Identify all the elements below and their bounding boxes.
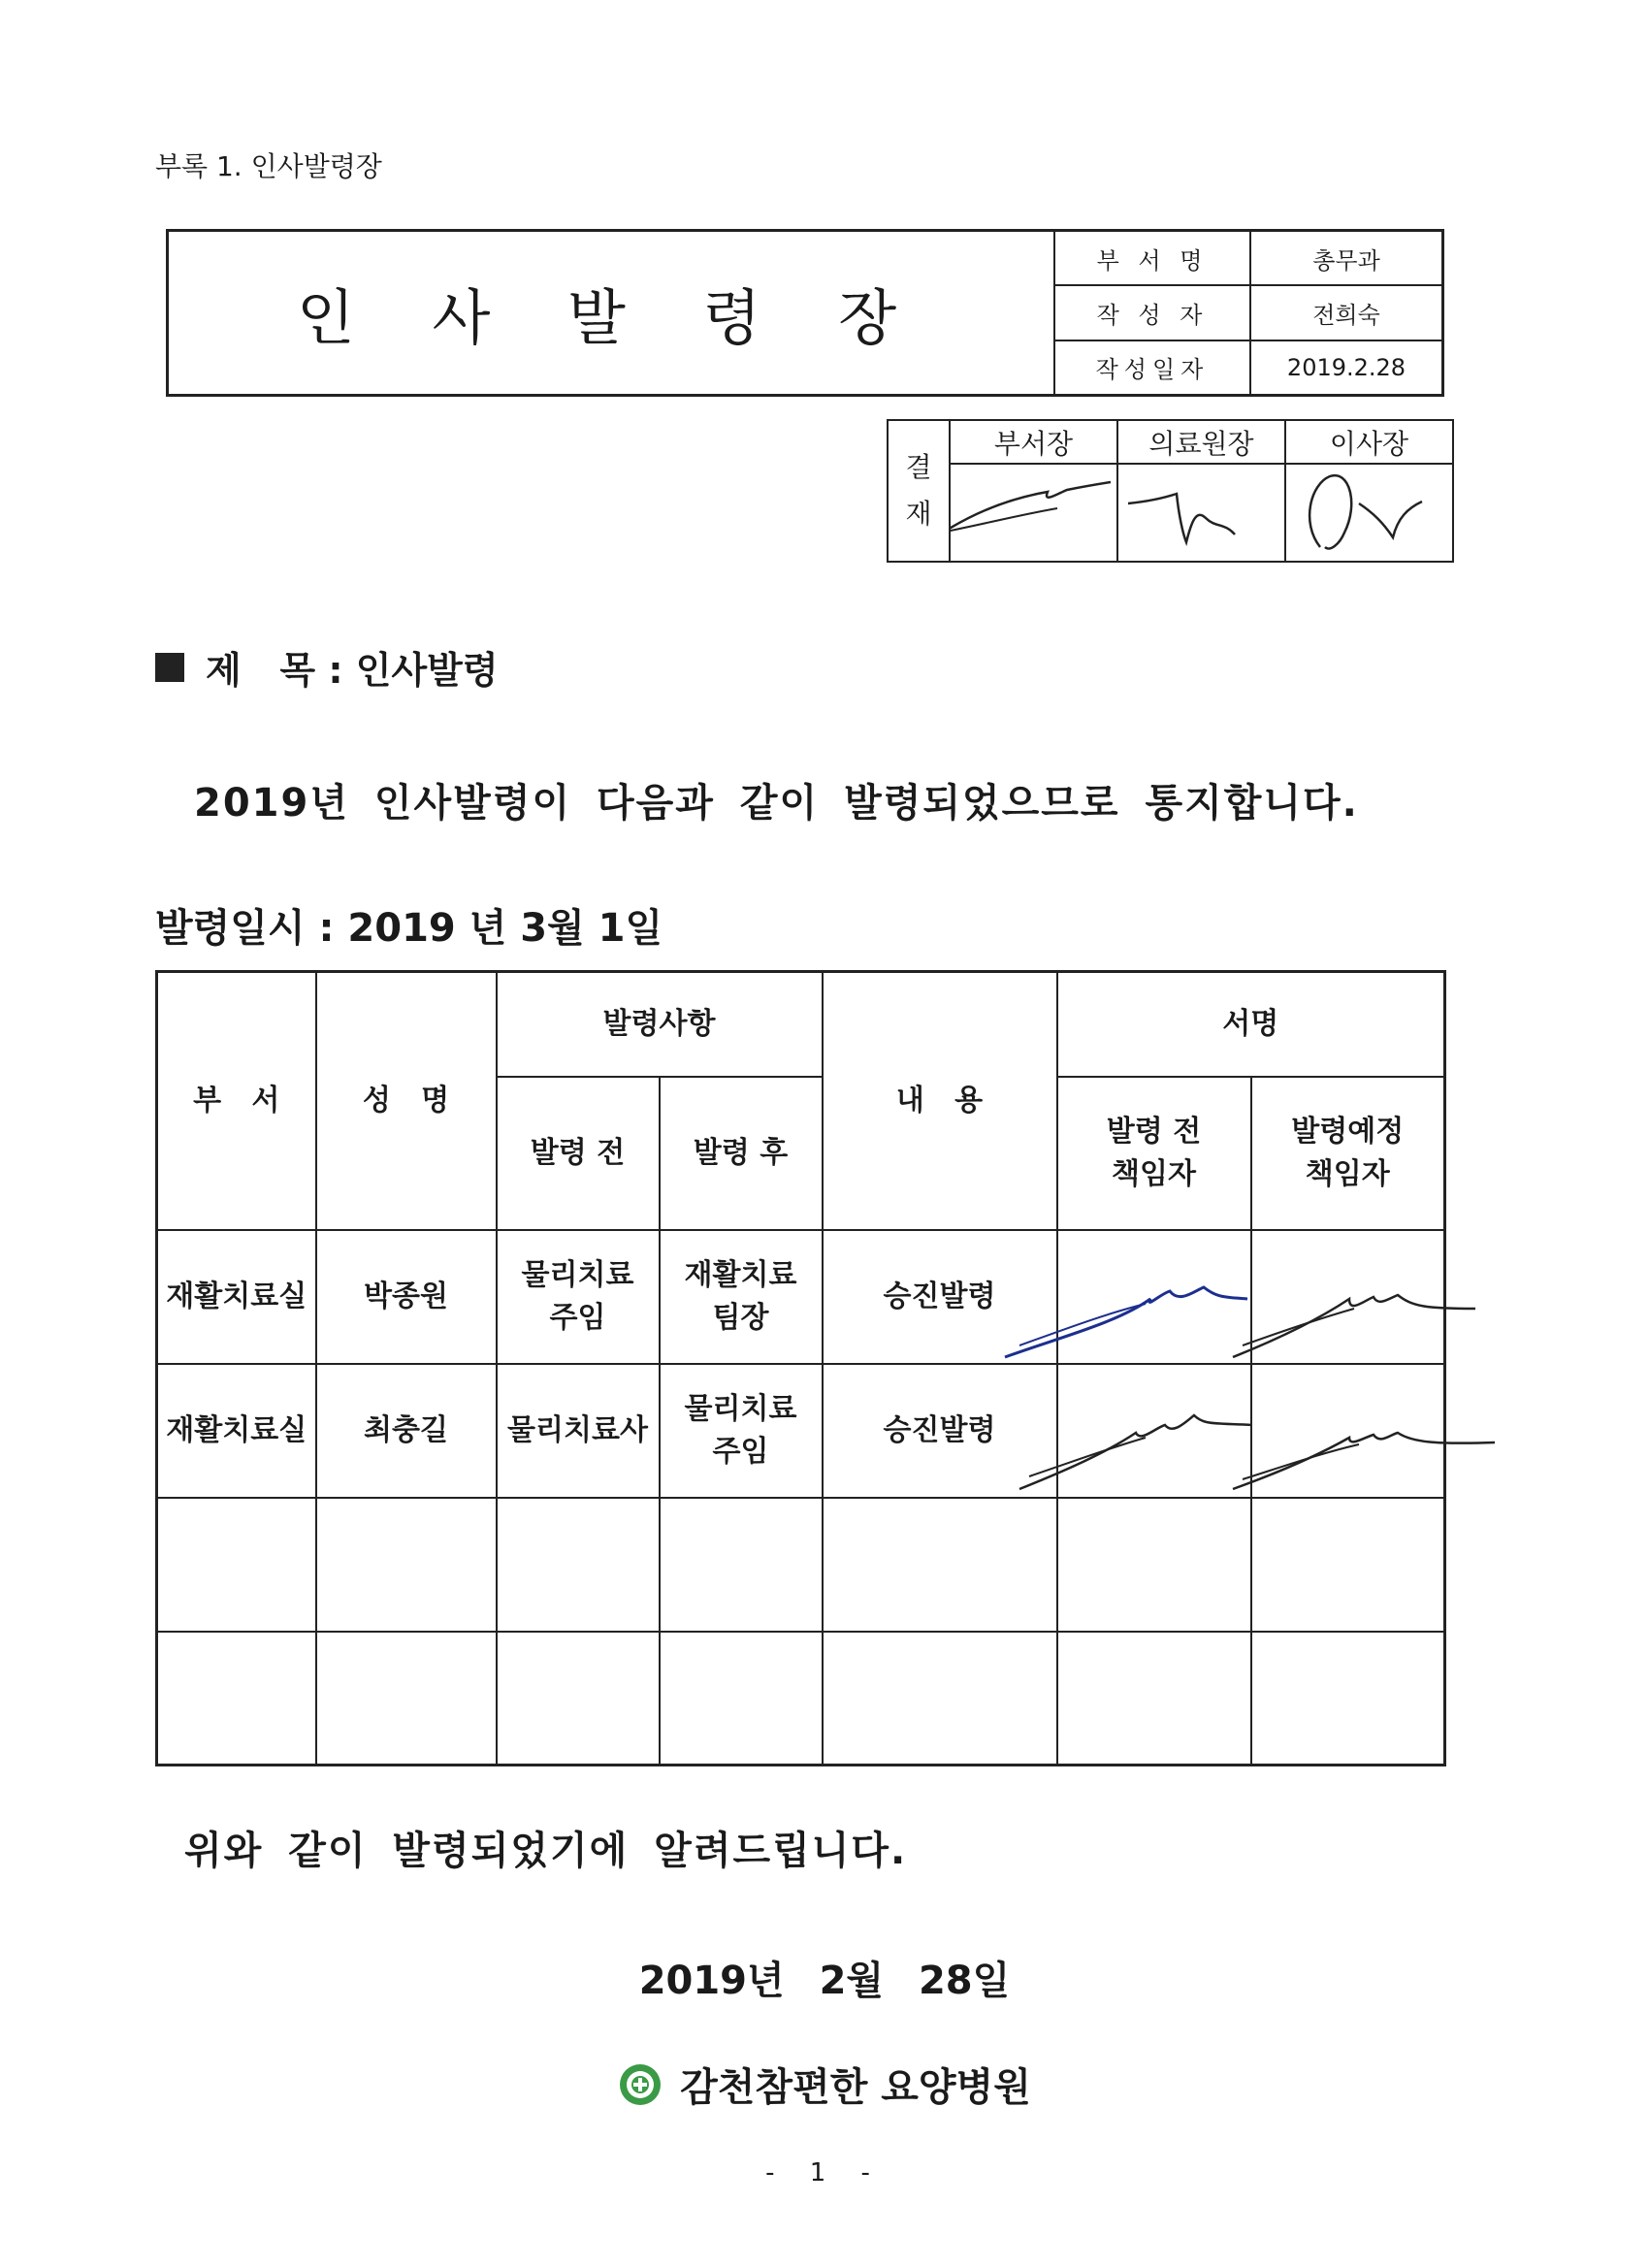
cell-dept: 재활치료실 [157,1364,316,1498]
meta-value: 전희숙 [1312,301,1380,329]
empty-cell [1251,1632,1445,1766]
signature-after [1251,1364,1445,1498]
empty-cell [1251,1498,1445,1632]
empty-cell [823,1498,1057,1632]
header-sign-after-line1: 발령예정 [1291,1114,1405,1149]
approval-label-bottom: 재 [905,498,932,530]
personnel-order-table [155,970,1446,1766]
cell-before [497,1364,660,1498]
document-header [166,229,1444,397]
header-after: 발령 후 [660,1077,823,1230]
empty-cell [823,1632,1057,1766]
signature-scribble [1252,1231,1446,1365]
cell-content: 승진발령 [823,1364,1057,1498]
hospital-name: 감천참편한 요양병원 [680,2065,1031,2110]
subject-text: 제 목 : 인사발령 [206,649,499,692]
header-sign-before-line1: 발령 전 [1106,1114,1202,1149]
signature-scribble [1286,465,1451,557]
issue-date: 2019년 2월 28일 [638,1959,1011,2003]
effective-date: 발령일시 : 2019 년 3월 1일 [155,906,663,951]
header-sign-group: 서명 [1057,972,1445,1077]
cell-content: 승진발령 [823,1230,1057,1364]
cell-after-line1: 재활치료 [684,1257,797,1292]
empty-cell [316,1632,497,1766]
approval-role: 이사장 [1286,421,1452,465]
hospital-signoff [0,2057,1649,2112]
cell-after [660,1230,823,1364]
header-meta [1055,232,1441,394]
cell-before-line1: 물리치료 [521,1257,634,1292]
closing-text: 위와 같이 발령되었기에 알려드립니다. [184,1829,908,1873]
empty-cell [497,1498,660,1632]
approval-column [1286,421,1452,561]
meta-label: 작성일자 [1055,341,1251,394]
empty-cell [660,1632,823,1766]
header-dept: 부 서 [157,972,316,1230]
table-row [157,1632,1445,1766]
approval-role: 부서장 [951,421,1116,465]
meta-row [1055,232,1441,286]
signature [1118,465,1284,561]
empty-cell [316,1498,497,1632]
page-number: - 1 - [765,2158,884,2187]
empty-cell [660,1498,823,1632]
document-title: 인 사 발 령 장 [169,232,1055,394]
signature [1286,465,1452,561]
signature-before [1057,1230,1251,1364]
header-name: 성 명 [316,972,497,1230]
header-before: 발령 전 [497,1077,660,1230]
cell-after-line1: 물리치료 [684,1391,797,1426]
approval-box [887,419,1454,563]
cell-after-line2: 팀장 [712,1300,769,1335]
cell-name: 박종원 [316,1230,497,1364]
table-row [157,1364,1445,1498]
empty-cell [1057,1498,1251,1632]
header-sign-after [1251,1077,1445,1230]
empty-cell [157,1632,316,1766]
empty-cell [497,1632,660,1766]
signature-after [1251,1230,1445,1364]
meta-label: 작 성 자 [1055,286,1251,339]
cell-dept: 재활치료실 [157,1230,316,1364]
meta-value: 2019.2.28 [1286,353,1406,381]
meta-label: 부 서 명 [1055,232,1251,284]
subject-line [155,640,499,694]
approval-column [1118,421,1286,561]
signature-scribble [1252,1365,1446,1499]
table-row [157,1230,1445,1364]
hospital-logo-icon [618,2062,663,2107]
signature-scribble [1118,465,1245,557]
signature-before [1057,1364,1251,1498]
notice-text: 2019년 인사발령이 다음과 같이 발령되었으므로 통지합니다. [194,781,1359,826]
approval-column [951,421,1118,561]
signature-scribble [1058,1365,1252,1499]
meta-row [1055,286,1441,340]
signature-scribble [1058,1231,1252,1365]
signature-scribble [951,465,1116,557]
meta-row [1055,341,1441,394]
approval-role: 의료원장 [1118,421,1284,465]
cell-before-line1: 물리치료사 [507,1412,648,1447]
header-content: 내 용 [823,972,1057,1230]
cell-after-line2: 주임 [712,1434,769,1469]
cell-before [497,1230,660,1364]
header-sign-before [1057,1077,1251,1230]
cell-name: 최충길 [316,1364,497,1498]
approval-label-top: 결 [905,451,932,483]
meta-value: 총무과 [1312,246,1380,275]
table-row [157,1498,1445,1632]
header-order-group: 발령사항 [497,972,823,1077]
approval-label [889,421,951,561]
empty-cell [1057,1632,1251,1766]
header-sign-before-line2: 책임자 [1112,1156,1196,1191]
appendix-label: 부록 1. 인사발령장 [155,150,382,182]
empty-cell [157,1498,316,1632]
cell-after [660,1364,823,1498]
square-bullet-icon [155,653,184,682]
cell-before-line2: 주임 [549,1300,606,1335]
signature [951,465,1116,561]
header-sign-after-line2: 책임자 [1305,1156,1390,1191]
